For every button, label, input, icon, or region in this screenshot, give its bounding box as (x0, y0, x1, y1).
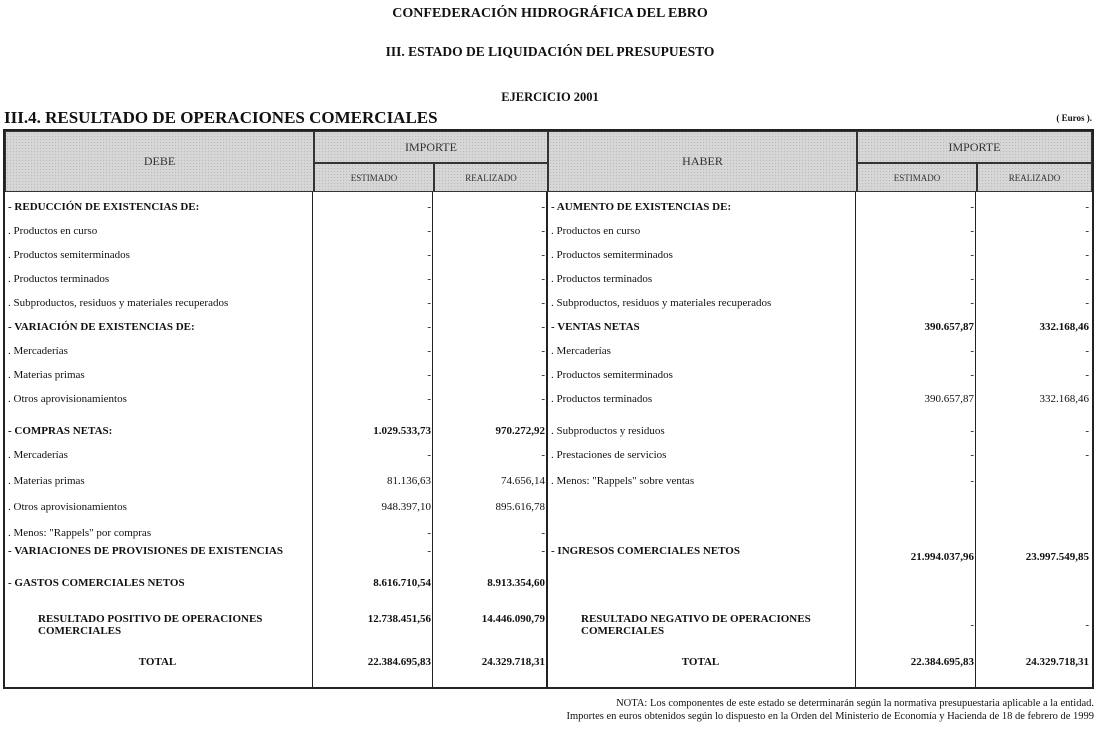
haber-estimado: 390.657,87 (924, 393, 974, 405)
estimado-header-right: ESTIMADO (857, 163, 977, 192)
haber-realizado: - (1085, 201, 1089, 213)
debe-realizado: - (541, 297, 545, 309)
haber-realizado: - (1085, 249, 1089, 261)
debe-label: . Productos terminados (8, 273, 110, 285)
debe-label: . Materias primas (8, 475, 85, 487)
debe-label: TOTAL (138, 656, 177, 668)
debe-label: . Otros aprovisionamientos (8, 393, 127, 405)
debe-estimado: - (427, 345, 431, 357)
debe-estimado: 8.616.710,54 (373, 577, 431, 589)
debe-label: . Productos semiterminados (8, 249, 130, 261)
units-label: ( Euros ). (1056, 113, 1092, 123)
debe-realizado: - (541, 249, 545, 261)
results-table (3, 129, 1094, 689)
haber-label: . Prestaciones de servicios (551, 449, 667, 461)
debe-estimado: 22.384.695,83 (367, 656, 431, 668)
haber-realizado: - (1085, 425, 1089, 437)
haber-realizado: - (1085, 225, 1089, 237)
debe-realizado: - (541, 321, 545, 333)
debe-estimado: - (427, 393, 431, 405)
haber-estimado: - (970, 425, 974, 437)
debe-estimado: - (427, 369, 431, 381)
realizado-header-left: REALIZADO (434, 163, 548, 192)
haber-estimado: - (970, 345, 974, 357)
debe-realizado: 24.329.718,31 (481, 656, 545, 668)
debe-estimado: 12.738.451,56 (367, 613, 431, 625)
haber-realizado: - (1085, 273, 1089, 285)
haber-label: . Productos en curso (551, 225, 641, 237)
debe-estimado: - (427, 201, 431, 213)
debe-realizado: - (541, 449, 545, 461)
debe-header: DEBE (5, 131, 314, 192)
haber-realizado: - (1085, 449, 1089, 461)
haber-realizado: - (1085, 345, 1089, 357)
debe-label: . Menos: "Rappels" por compras (8, 527, 152, 539)
divider (312, 192, 313, 687)
report-subtitle: III.4. RESULTADO DE OPERACIONES COMERCIALES (4, 108, 438, 127)
importe-header-left: IMPORTE (314, 131, 548, 163)
haber-label: - AUMENTO DE EXISTENCIAS DE: (551, 201, 732, 213)
haber-label: - VENTAS NETAS (551, 321, 640, 333)
haber-estimado: - (970, 475, 974, 487)
debe-realizado: - (541, 545, 545, 557)
debe-estimado: - (427, 545, 431, 557)
haber-estimado: 21.994.037,96 (910, 551, 974, 563)
haber-header: HABER (548, 131, 857, 192)
debe-realizado: - (541, 369, 545, 381)
fiscal-year: EJERCICIO 2001 (501, 90, 599, 104)
debe-estimado: - (427, 449, 431, 461)
debe-realizado: - (541, 225, 545, 237)
debe-realizado: - (541, 527, 545, 539)
haber-estimado: - (970, 249, 974, 261)
haber-label: . Menos: "Rappels" sobre ventas (551, 475, 695, 487)
haber-label: . Subproductos, residuos y materiales recuperados (551, 297, 772, 309)
debe-estimado: - (427, 527, 431, 539)
org-title: CONFEDERACIÓN HIDROGRÁFICA DEL EBRO (392, 6, 708, 21)
haber-label: . Subproductos y residuos (551, 425, 665, 437)
debe-realizado: - (541, 345, 545, 357)
realizado-header-right: REALIZADO (977, 163, 1092, 192)
debe-label: . Mercaderías (8, 345, 68, 357)
debe-estimado: 948.397,10 (381, 501, 431, 513)
haber-realizado: - (1085, 369, 1089, 381)
debe-estimado: - (427, 321, 431, 333)
debe-label: . Mercaderías (8, 449, 68, 461)
haber-estimado: - (970, 619, 974, 631)
haber-realizado: - (1085, 619, 1089, 631)
haber-label: . Productos semiterminados (551, 249, 673, 261)
haber-estimado: 390.657,87 (924, 321, 974, 333)
section-title: III. ESTADO DE LIQUIDACIÓN DEL PRESUPUESTO (385, 44, 715, 59)
debe-realizado: - (541, 273, 545, 285)
importe-header-right: IMPORTE (857, 131, 1092, 163)
debe-estimado: 81.136,63 (387, 475, 431, 487)
debe-estimado: 1.029.533,73 (373, 425, 431, 437)
debe-estimado: - (427, 273, 431, 285)
haber-realizado: 332.168,46 (1039, 393, 1089, 405)
estimado-header-left: ESTIMADO (314, 163, 434, 192)
debe-label: . Subproductos, residuos y materiales recuperados (8, 297, 229, 309)
debe-estimado: - (427, 225, 431, 237)
debe-estimado: - (427, 297, 431, 309)
haber-realizado: 24.329.718,31 (1025, 656, 1089, 668)
debe-realizado: 74.656,14 (501, 475, 545, 487)
debe-realizado: 895.616,78 (495, 501, 545, 513)
debe-realizado: 14.446.090,79 (481, 613, 545, 625)
divider (855, 192, 856, 687)
debe-realizado: 970.272,92 (495, 425, 545, 437)
debe-label: - REDUCCIÓN DE EXISTENCIAS DE: (8, 201, 200, 213)
haber-estimado: - (970, 297, 974, 309)
debe-realizado: - (541, 201, 545, 213)
haber-realizado: - (1085, 297, 1089, 309)
debe-label: - VARIACIONES DE PROVISIONES DE EXISTENCIAS (8, 545, 283, 557)
debe-realizado: 8.913.354,60 (487, 577, 545, 589)
haber-estimado: - (970, 449, 974, 461)
haber-label: TOTAL (681, 656, 720, 668)
debe-label: - COMPRAS NETAS: (8, 425, 113, 437)
haber-realizado: 23.997.549,85 (1025, 551, 1089, 563)
debe-label: - VARIACIÓN DE EXISTENCIAS DE: (8, 321, 195, 333)
note-line-1: NOTA: Los componentes de este estado se determinarán según la normativa presupuestaria aplicable a la entidad. (616, 698, 1094, 709)
haber-realizado: 332.168,46 (1039, 321, 1089, 333)
note-line-2: Importes en euros obtenidos según lo dispuesto en la Orden del Ministerio de Economía y Hacienda de 18 de febrero de 1999 (566, 711, 1094, 722)
haber-estimado: - (970, 201, 974, 213)
haber-estimado: - (970, 369, 974, 381)
haber-label: . Productos terminados (551, 393, 653, 405)
haber-label: . Productos semiterminados (551, 369, 673, 381)
debe-estimado: - (427, 249, 431, 261)
haber-label: . Mercaderías (551, 345, 611, 357)
haber-label: . Productos terminados (551, 273, 653, 285)
debe-label: . Otros aprovisionamientos (8, 501, 127, 513)
haber-estimado: 22.384.695,83 (910, 656, 974, 668)
debe-label: RESULTADO POSITIVO DE OPERACIONES COMERCIALES (38, 613, 263, 637)
debe-label: . Productos en curso (8, 225, 98, 237)
divider (975, 192, 976, 687)
debe-label: . Materias primas (8, 369, 85, 381)
haber-label: RESULTADO NEGATIVO DE OPERACIONES COMERCIALES (581, 613, 811, 637)
haber-label: - INGRESOS COMERCIALES NETOS (551, 545, 740, 557)
haber-estimado: - (970, 225, 974, 237)
haber-estimado: - (970, 273, 974, 285)
debe-realizado: - (541, 393, 545, 405)
debe-label: - GASTOS COMERCIALES NETOS (8, 577, 185, 589)
